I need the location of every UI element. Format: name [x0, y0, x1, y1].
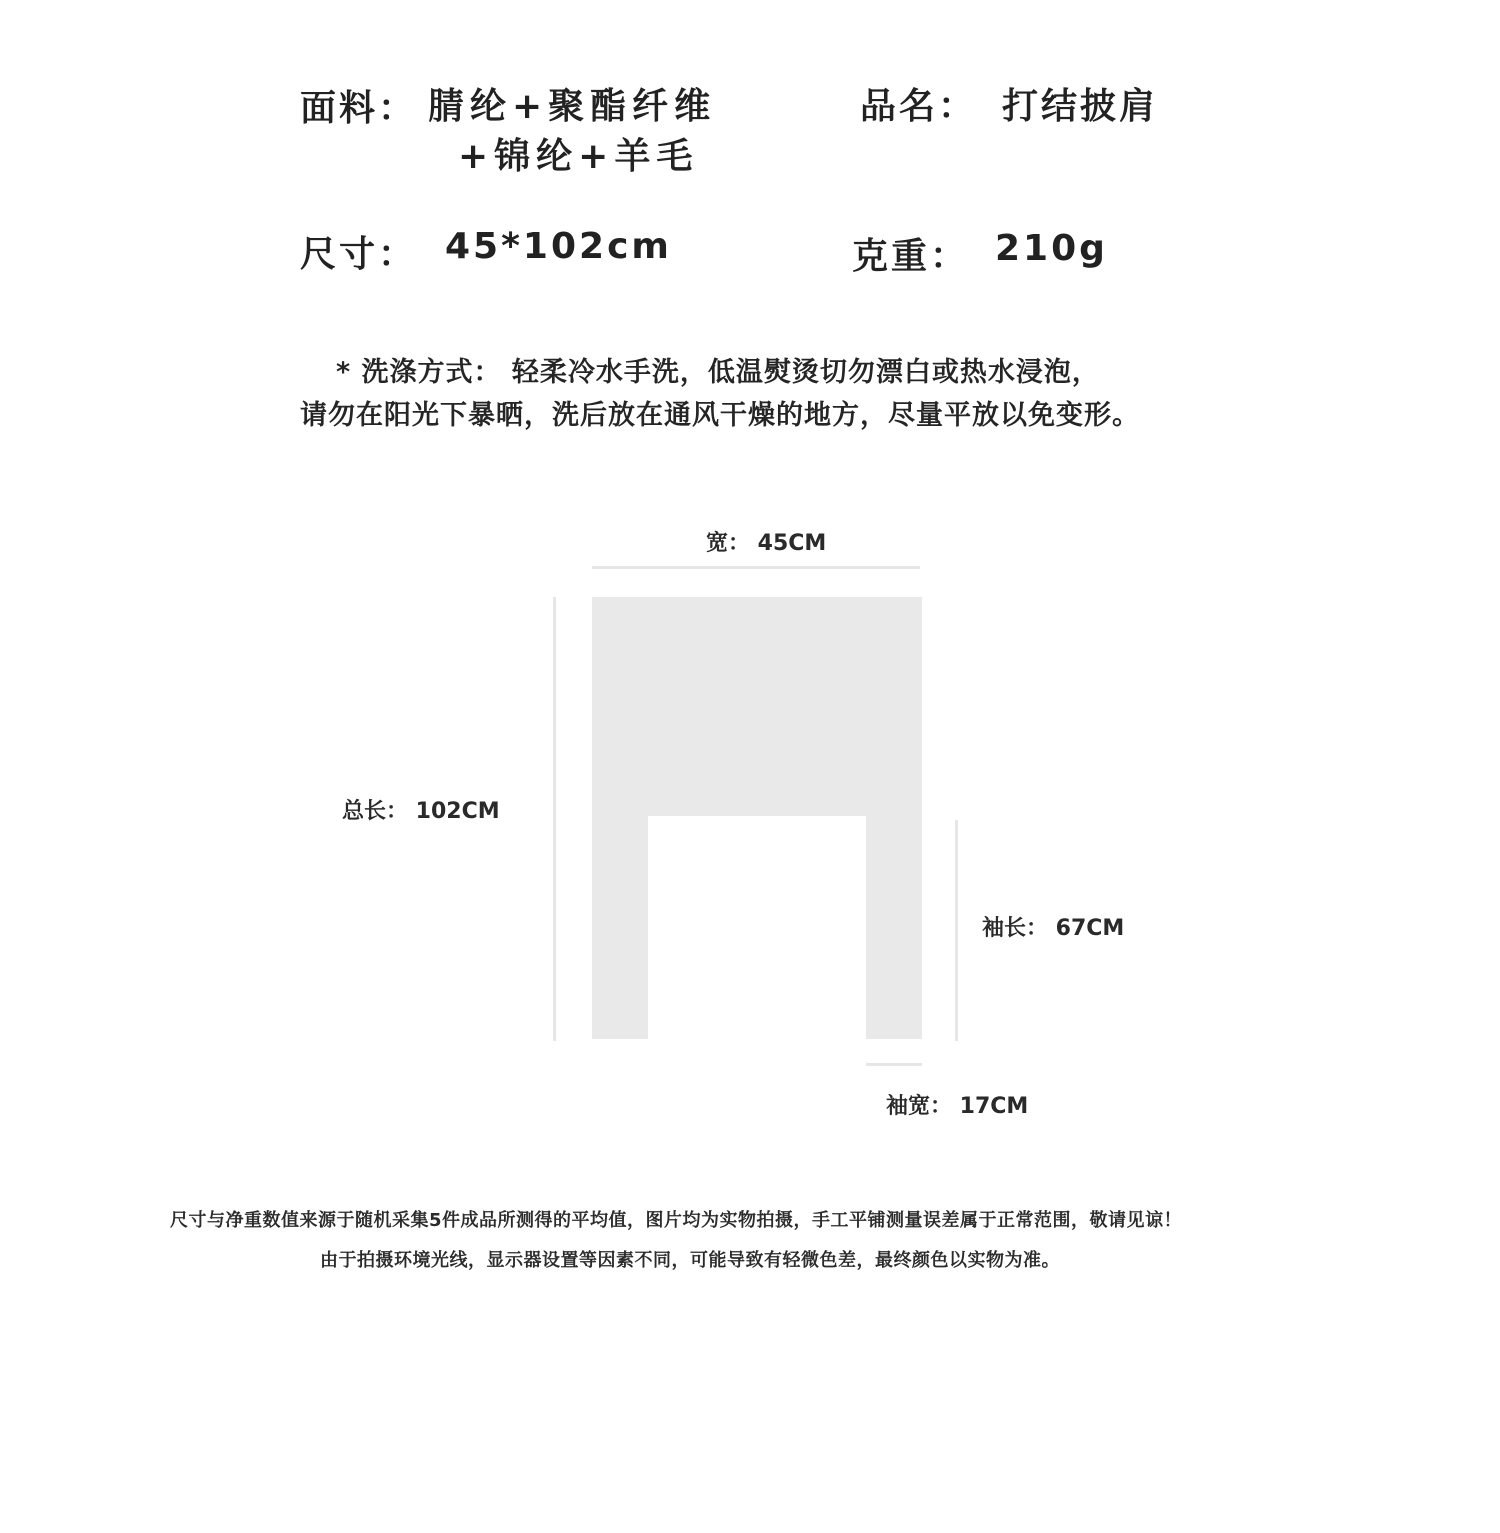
shawl-inner-cutout [648, 816, 866, 1042]
size-value: 45*102cm [445, 226, 672, 267]
fabric-value-line1: 腈纶+聚酯纤维 [428, 86, 717, 127]
total-length-guide-line [553, 597, 556, 1041]
sleeve-width-guide-line [866, 1063, 922, 1066]
fabric-value-line2: +锦纶+羊毛 [458, 136, 699, 177]
width-label: 宽： 45CM [706, 531, 827, 556]
disclaimer-line2: 由于拍摄环境光线，显示器设置等因素不同，可能导致有轻微色差，最终颜色以实物为准。 [320, 1250, 1060, 1271]
width-guide-line [592, 566, 920, 569]
sleeve-length-guide-line [955, 820, 958, 1041]
weight-label: 克重： [852, 236, 970, 277]
care-instructions-line2: 请勿在阳光下暴晒，洗后放在通风干燥的地方，尽量平放以免变形。 [300, 400, 1140, 431]
fabric-label: 面料： [300, 88, 418, 129]
size-label: 尺寸： [300, 234, 418, 275]
sleeve-width-label: 袖宽： 17CM [886, 1094, 1029, 1119]
sleeve-length-label: 袖长： 67CM [982, 916, 1125, 941]
product-name-label: 品名： [860, 86, 978, 127]
total-length-label: 总长： 102CM [342, 799, 500, 824]
product-name-value: 打结披肩 [1002, 86, 1159, 127]
weight-value: 210g [995, 228, 1108, 269]
care-instructions-line1: * 洗涤方式： 轻柔冷水手洗，低温熨烫切勿漂白或热水浸泡， [336, 357, 1100, 388]
disclaimer-line1: 尺寸与净重数值来源于随机采集5件成品所测得的平均值，图片均为实物拍摄，手工平铺测量误差属于正常范围，敬请见谅！ [170, 1210, 1183, 1231]
